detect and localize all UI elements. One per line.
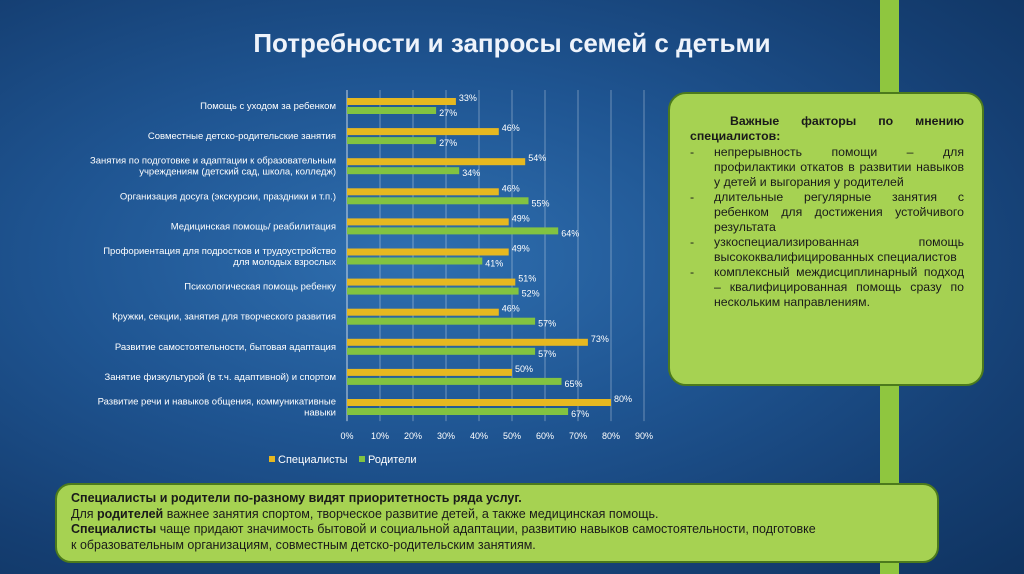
data-label-parents: 27%	[439, 108, 458, 118]
tick-label: 60%	[535, 431, 555, 441]
data-label-specialists: 80%	[614, 394, 633, 404]
category-label: для молодых взрослых	[233, 257, 336, 268]
factor-item: - узкоспециализированная помощь высококвалифицированных специалистов	[690, 235, 964, 265]
legend-label-parents: Родители	[368, 454, 417, 466]
bar-parents	[347, 348, 535, 355]
category-label: Совместные детско-родительские занятия	[147, 131, 336, 143]
data-label-specialists: 46%	[501, 123, 520, 134]
side-panel-title: Важные факторы по мнению	[730, 114, 964, 128]
conclusion-line-2	[71, 507, 923, 523]
bar-specialists	[347, 188, 499, 195]
category-label: Кружки, секции, занятия для творческого развития	[112, 311, 336, 323]
conclusion-line-3	[71, 522, 923, 538]
bar-parents	[347, 288, 519, 295]
category-label: Развитие самостоятельности, бытовая адаптация	[114, 341, 336, 353]
category-label: Медицинская помощь/ реабилитация	[170, 221, 336, 233]
bar-parents	[347, 378, 562, 385]
data-label-parents: 34%	[462, 168, 481, 179]
conclusion-emphasis: Специалисты	[71, 522, 157, 536]
bar-specialists	[347, 399, 611, 406]
category-label: Профориентация для подростков и трудоустройство	[103, 246, 336, 257]
bar-specialists	[347, 98, 456, 105]
specialist-factors-panel	[668, 92, 984, 386]
bar-parents	[347, 227, 558, 234]
bar-specialists	[347, 218, 509, 225]
bar-specialists	[347, 128, 499, 135]
conclusion-emphasis: родителей	[97, 506, 164, 521]
data-label-specialists: 46%	[501, 303, 520, 314]
conclusion-panel	[55, 483, 939, 563]
data-label-specialists: 73%	[590, 333, 609, 344]
conclusion-text: чаще придают значимость бытовой и социальной адаптации, развитию навыков самостоятельности, подготовке	[156, 522, 816, 536]
data-label-parents: 57%	[538, 348, 557, 359]
data-label-parents: 64%	[561, 228, 580, 239]
legend-swatch-specialists	[269, 456, 275, 462]
data-label-specialists: 46%	[501, 183, 520, 194]
category-label: Развитие речи и навыков общения, коммуникативные	[97, 396, 336, 408]
bar-parents	[347, 318, 535, 325]
category-label: Организация досуга (экскурсии, праздники и т.п.)	[119, 191, 336, 203]
data-label-parents: 27%	[439, 138, 458, 149]
data-label-parents: 41%	[485, 258, 504, 269]
data-label-specialists: 33%	[458, 93, 477, 103]
data-label-specialists: 51%	[518, 273, 537, 284]
factor-list	[690, 145, 964, 310]
factor-item: - длительные регулярные занятия с ребенком для достижения устойчивого результата	[690, 190, 964, 235]
bar-specialists	[347, 279, 515, 286]
bar-parents	[347, 258, 482, 265]
tick-label: 90%	[634, 431, 654, 441]
tick-label: 10%	[370, 431, 390, 441]
bar-specialists	[347, 309, 499, 316]
data-label-specialists: 49%	[511, 243, 530, 254]
category-label: Психологическая помощь ребенку	[184, 281, 336, 293]
tick-label: 80%	[601, 431, 621, 441]
data-label-parents: 67%	[571, 409, 590, 419]
bar-specialists	[347, 158, 525, 165]
data-label-specialists: 54%	[528, 153, 547, 164]
data-label-specialists: 49%	[511, 213, 530, 224]
bar-parents	[347, 137, 436, 144]
category-label: Занятие физкультурой (в т.ч. адаптивной) и спортом	[104, 371, 336, 383]
tick-label: 20%	[403, 431, 423, 441]
conclusion-text: Для	[71, 506, 98, 521]
data-label-specialists: 50%	[515, 363, 534, 374]
side-panel-subtitle: специалистов:	[690, 129, 781, 143]
tick-label: 0%	[340, 431, 354, 441]
factor-item: - непрерывность помощи – для профилактики откатов в развитии навыков у детей и выгорания у родителей	[690, 145, 964, 190]
legend-swatch-parents	[359, 456, 365, 462]
category-label: Помощь с уходом за ребенком	[200, 101, 336, 112]
bar-specialists	[347, 369, 512, 376]
category-label: Занятия по подготовке и адаптации к образовательным	[89, 155, 336, 167]
bar-parents	[347, 408, 568, 415]
bar-parents	[347, 107, 436, 114]
data-label-parents: 65%	[564, 378, 583, 389]
data-label-parents: 52%	[521, 288, 540, 299]
tick-label: 50%	[502, 431, 522, 441]
labels-layer	[90, 93, 653, 441]
bar-specialists	[347, 249, 509, 256]
conclusion-line-4: к образовательным организациям, совместным детско-родительским занятиям.	[71, 537, 536, 552]
bar-parents	[347, 197, 529, 204]
data-label-parents: 55%	[531, 198, 550, 209]
category-label: учреждениям (детский сад, школа, колледж)	[139, 166, 336, 178]
page-title: Потребности и запросы семей с детьми	[253, 28, 771, 58]
conclusion-text: важнее занятия спортом, творческое развитие детей, а также медицинская помощь.	[163, 506, 659, 521]
legend	[269, 454, 417, 466]
tick-label: 30%	[436, 431, 456, 441]
data-label-parents: 57%	[538, 318, 557, 329]
bar-parents	[347, 167, 459, 174]
legend-label-specialists: Специалисты	[278, 454, 348, 466]
category-label: навыки	[304, 407, 336, 419]
tick-label: 70%	[568, 431, 588, 441]
bar-specialists	[347, 339, 588, 346]
tick-label: 40%	[469, 431, 489, 441]
factor-item: - комплексный междисциплинарный подход – квалифицированная помощь сразу по нескольким направлениям.	[690, 265, 964, 310]
conclusion-line-1: Специалисты и родители по-разному видят приоритетность ряда услуг.	[71, 491, 522, 505]
